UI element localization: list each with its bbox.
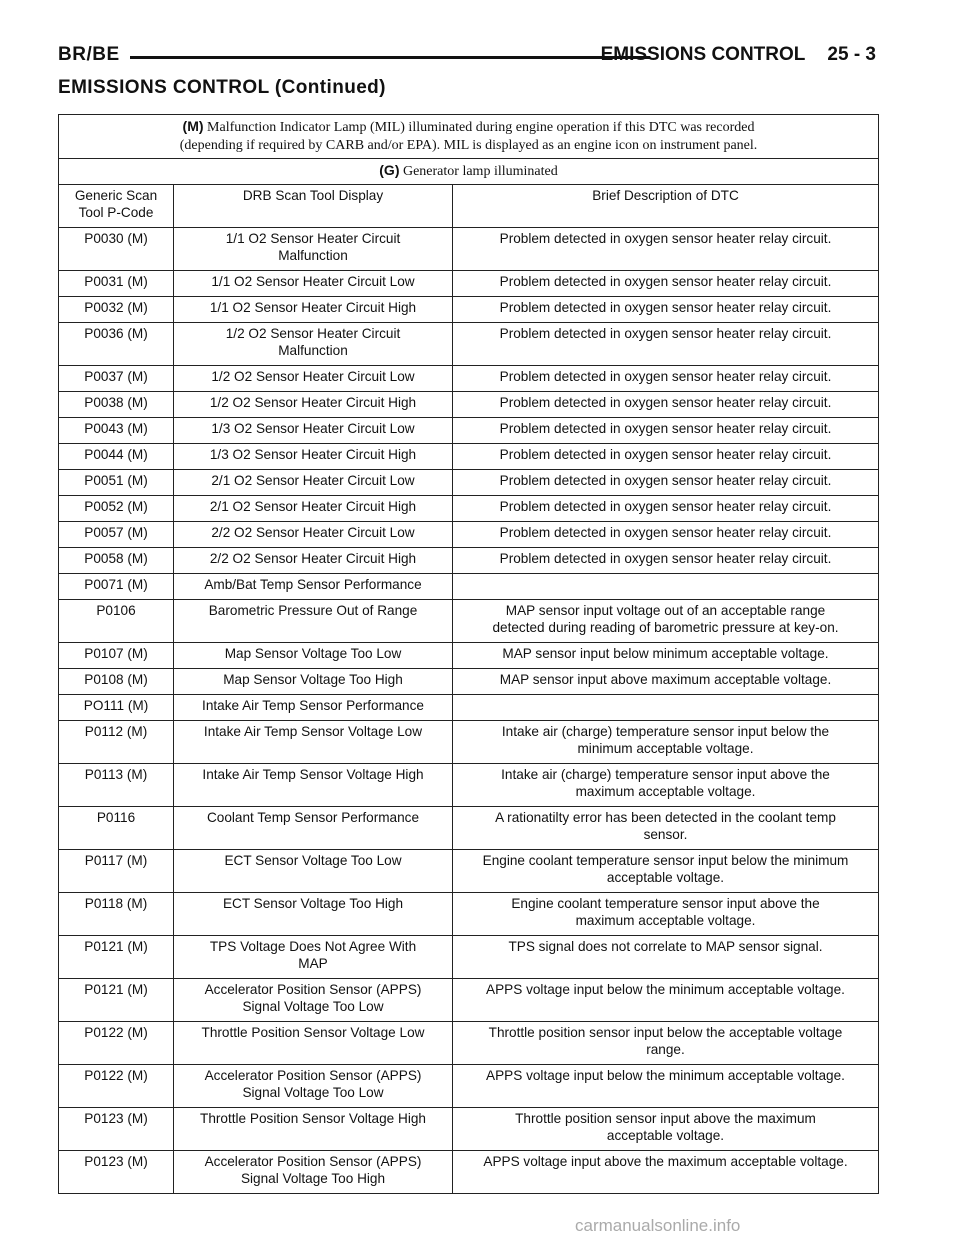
code-text: P0123 (M): [84, 1111, 148, 1126]
display-line-1: Intake Air Temp Sensor Performance: [202, 698, 424, 713]
model-code: BR/BE: [58, 44, 120, 65]
display-line-1: 1/1 O2 Sensor Heater Circuit Low: [211, 274, 415, 289]
cell-code: [59, 496, 174, 522]
cell-code: [59, 807, 174, 850]
code-text: P0118 (M): [84, 896, 148, 911]
cell-description: [453, 643, 879, 669]
cell-display: [174, 496, 453, 522]
table-row: [59, 695, 879, 721]
legend-m-text-2: (depending if required by CARB and/or EPA). MIL is displayed as an engine icon on instrument panel.: [179, 138, 758, 153]
cell-description: [453, 271, 879, 297]
cell-description: [453, 470, 879, 496]
description-line-1: Intake air (charge) temperature sensor input above the: [501, 767, 830, 782]
cell-code: [59, 1065, 174, 1108]
cell-code: [59, 600, 174, 643]
code-text: P0058 (M): [84, 551, 148, 566]
description-line-1: MAP sensor input above maximum acceptable voltage.: [499, 672, 832, 687]
display-line-1: 2/2 O2 Sensor Heater Circuit Low: [211, 525, 415, 540]
cell-display: [174, 850, 453, 893]
cell-code: [59, 323, 174, 366]
display-line-1: 2/1 O2 Sensor Heater Circuit High: [209, 499, 417, 514]
display-line-1: ECT Sensor Voltage Too High: [222, 896, 404, 911]
description-line-1: Problem detected in oxygen sensor heater relay circuit.: [499, 525, 832, 540]
table-row: [59, 936, 879, 979]
cell-description: [453, 323, 879, 366]
description-line-1: APPS voltage input below the minimum acceptable voltage.: [486, 1068, 845, 1083]
legend-m: [59, 115, 879, 159]
table-row: [59, 600, 879, 643]
description-line-1: MAP sensor input below minimum acceptable voltage.: [502, 646, 829, 661]
cell-display: [174, 643, 453, 669]
cell-display: [174, 271, 453, 297]
cell-description: [453, 807, 879, 850]
cell-display: [174, 323, 453, 366]
table-row: [59, 893, 879, 936]
cell-description: [453, 1108, 879, 1151]
cell-code: [59, 850, 174, 893]
description-line-2: detected during reading of barometric pressure at key-on.: [492, 620, 839, 635]
table-row: [59, 496, 879, 522]
code-text: P0113 (M): [84, 767, 148, 782]
table-row: [59, 1022, 879, 1065]
description-line-1: MAP sensor input voltage out of an acceptable range: [505, 603, 826, 618]
display-line-2: Malfunction: [278, 343, 348, 358]
code-text: P0052 (M): [84, 499, 148, 514]
cell-code: [59, 418, 174, 444]
table-row: [59, 1151, 879, 1194]
cell-display: [174, 548, 453, 574]
description-line-1: Throttle position sensor input above the maximum: [515, 1111, 816, 1126]
code-text: P0051 (M): [84, 473, 148, 488]
cell-display: [174, 893, 453, 936]
cell-description: [453, 764, 879, 807]
table-row: [59, 979, 879, 1022]
description-line-1: Engine coolant temperature sensor input above the: [511, 896, 820, 911]
table-row: [59, 470, 879, 496]
legend-m-text-1: Malfunction Indicator Lamp (MIL) illuminated during engine operation if this DTC was recorded: [207, 120, 755, 135]
cell-code: [59, 721, 174, 764]
cell-description: [453, 574, 879, 600]
display-line-1: Throttle Position Sensor Voltage High: [200, 1111, 426, 1126]
description-line-2: maximum acceptable voltage.: [575, 784, 756, 799]
column-header-description: Brief Description of DTC: [453, 185, 879, 228]
cell-display: [174, 392, 453, 418]
table-row: [59, 444, 879, 470]
display-line-1: 1/1 O2 Sensor Heater Circuit High: [209, 300, 417, 315]
table-row: [59, 522, 879, 548]
display-line-2: Malfunction: [278, 248, 348, 263]
code-text: P0031 (M): [84, 274, 148, 289]
code-text: P0032 (M): [84, 300, 148, 315]
description-line-1: Problem detected in oxygen sensor heater relay circuit.: [499, 300, 832, 315]
code-text: PO111 (M): [83, 698, 149, 713]
cell-display: [174, 600, 453, 643]
table-row: [59, 271, 879, 297]
dtc-table: [58, 114, 879, 1194]
table-row: [59, 1065, 879, 1108]
column-header-display: DRB Scan Tool Display: [174, 185, 453, 228]
display-line-2: Signal Voltage Too High: [240, 1171, 386, 1186]
description-line-1: TPS signal does not correlate to MAP sensor signal.: [508, 939, 823, 954]
code-text: P0123 (M): [84, 1154, 148, 1169]
description-line-1: Intake air (charge) temperature sensor input below the: [501, 724, 830, 739]
legend-g: [59, 159, 879, 185]
cell-description: [453, 850, 879, 893]
cell-description: [453, 1065, 879, 1108]
code-text: P0038 (M): [84, 395, 148, 410]
display-line-1: Map Sensor Voltage Too Low: [224, 646, 402, 661]
description-line-1: Throttle position sensor input below the acceptable voltage: [488, 1025, 843, 1040]
watermark: carmanualsonline.info: [575, 1216, 741, 1235]
cell-description: [453, 936, 879, 979]
display-line-1: 1/2 O2 Sensor Heater Circuit: [225, 326, 401, 341]
description-line-2: minimum acceptable voltage.: [577, 741, 754, 756]
column-header-code-2: Tool P-Code: [78, 205, 154, 220]
column-header-row: [59, 185, 879, 228]
display-line-1: 1/1 O2 Sensor Heater Circuit: [225, 231, 401, 246]
description-line-2: acceptable voltage.: [606, 1128, 725, 1143]
description-line-1: Problem detected in oxygen sensor heater relay circuit.: [499, 473, 832, 488]
cell-code: [59, 271, 174, 297]
table-row: [59, 764, 879, 807]
cell-description: [453, 1151, 879, 1194]
cell-description: [453, 695, 879, 721]
display-line-1: Throttle Position Sensor Voltage Low: [201, 1025, 425, 1040]
description-line-1: Problem detected in oxygen sensor heater relay circuit.: [499, 274, 832, 289]
cell-display: [174, 1151, 453, 1194]
legend-m-key: (M): [182, 118, 204, 134]
display-line-1: 1/3 O2 Sensor Heater Circuit Low: [211, 421, 415, 436]
code-text: P0108 (M): [84, 672, 148, 687]
cell-description: [453, 721, 879, 764]
display-line-1: Amb/Bat Temp Sensor Performance: [204, 577, 422, 592]
cell-code: [59, 764, 174, 807]
cell-description: [453, 418, 879, 444]
description-line-1: Problem detected in oxygen sensor heater relay circuit.: [499, 395, 832, 410]
cell-display: [174, 1065, 453, 1108]
code-text: P0121 (M): [84, 939, 148, 954]
display-line-1: 2/2 O2 Sensor Heater Circuit High: [209, 551, 417, 566]
cell-display: [174, 470, 453, 496]
legend-row-g: [59, 159, 879, 185]
cell-description: [453, 548, 879, 574]
code-text: P0037 (M): [84, 369, 148, 384]
display-line-1: 1/3 O2 Sensor Heater Circuit High: [209, 447, 417, 462]
code-text: P0122 (M): [84, 1068, 148, 1083]
display-line-1: ECT Sensor Voltage Too Low: [224, 853, 402, 868]
column-header-code: [59, 185, 174, 228]
cell-display: [174, 669, 453, 695]
description-line-2: maximum acceptable voltage.: [575, 913, 756, 928]
cell-code: [59, 936, 174, 979]
cell-code: [59, 669, 174, 695]
cell-display: [174, 418, 453, 444]
display-line-1: Accelerator Position Sensor (APPS): [204, 1068, 422, 1083]
code-text: P0107 (M): [84, 646, 148, 661]
cell-display: [174, 764, 453, 807]
cell-description: [453, 669, 879, 695]
cell-display: [174, 936, 453, 979]
display-line-1: Accelerator Position Sensor (APPS): [204, 982, 422, 997]
page-header: [58, 44, 876, 70]
cell-display: [174, 695, 453, 721]
table-row: [59, 807, 879, 850]
table-row: [59, 548, 879, 574]
table-row: [59, 669, 879, 695]
description-line-1: Engine coolant temperature sensor input below the minimum: [482, 853, 849, 868]
cell-description: [453, 297, 879, 323]
code-text: P0036 (M): [84, 326, 148, 341]
cell-description: [453, 366, 879, 392]
column-header-code-1: Generic Scan: [74, 188, 158, 203]
legend-g-text: Generator lamp illuminated: [402, 164, 558, 179]
cell-code: [59, 1151, 174, 1194]
table-row: [59, 297, 879, 323]
code-text: P0043 (M): [84, 421, 148, 436]
table-row: [59, 1108, 879, 1151]
display-line-1: Intake Air Temp Sensor Voltage Low: [203, 724, 423, 739]
cell-code: [59, 1022, 174, 1065]
cell-code: [59, 643, 174, 669]
display-line-2: MAP: [298, 956, 328, 971]
display-line-1: Barometric Pressure Out of Range: [208, 603, 418, 618]
section-title: EMISSIONS CONTROL (Continued): [58, 77, 386, 98]
description-line-1: Problem detected in oxygen sensor heater relay circuit.: [499, 499, 832, 514]
cell-code: [59, 444, 174, 470]
description-line-1: APPS voltage input below the minimum acceptable voltage.: [486, 982, 845, 997]
table-row: [59, 323, 879, 366]
cell-code: [59, 695, 174, 721]
cell-code: [59, 366, 174, 392]
cell-display: [174, 297, 453, 323]
table-row: [59, 392, 879, 418]
cell-code: [59, 1108, 174, 1151]
description-line-1: Problem detected in oxygen sensor heater relay circuit.: [499, 421, 832, 436]
table-row: [59, 228, 879, 271]
cell-code: [59, 297, 174, 323]
cell-description: [453, 1022, 879, 1065]
cell-code: [59, 893, 174, 936]
cell-code: [59, 470, 174, 496]
display-line-1: 1/2 O2 Sensor Heater Circuit High: [209, 395, 417, 410]
cell-description: [453, 392, 879, 418]
cell-code: [59, 979, 174, 1022]
table-row: [59, 850, 879, 893]
code-text: P0121 (M): [84, 982, 148, 997]
header-rule: [130, 56, 650, 59]
code-text: P0106: [96, 603, 136, 618]
cell-description: [453, 893, 879, 936]
description-line-1: Problem detected in oxygen sensor heater relay circuit.: [499, 326, 832, 341]
display-line-2: Signal Voltage Too Low: [242, 1085, 384, 1100]
cell-description: [453, 600, 879, 643]
cell-display: [174, 444, 453, 470]
display-line-2: Signal Voltage Too Low: [242, 999, 384, 1014]
cell-description: [453, 444, 879, 470]
cell-display: [174, 228, 453, 271]
code-text: P0071 (M): [84, 577, 148, 592]
cell-code: [59, 522, 174, 548]
description-line-1: Problem detected in oxygen sensor heater relay circuit.: [499, 369, 832, 384]
description-line-1: A rationatilty error has been detected in the coolant temp: [495, 810, 836, 825]
cell-display: [174, 979, 453, 1022]
display-line-1: 1/2 O2 Sensor Heater Circuit Low: [211, 369, 415, 384]
cell-description: [453, 228, 879, 271]
table-row: [59, 418, 879, 444]
cell-description: [453, 496, 879, 522]
table-row: [59, 643, 879, 669]
table-row: [59, 574, 879, 600]
cell-display: [174, 1108, 453, 1151]
code-text: P0057 (M): [84, 525, 148, 540]
code-text: P0116: [96, 810, 136, 825]
table-row: [59, 366, 879, 392]
display-line-1: Intake Air Temp Sensor Voltage High: [202, 767, 424, 782]
description-line-2: range.: [646, 1042, 685, 1057]
header-section: EMISSIONS CONTROL: [600, 44, 806, 65]
legend-row-m: [59, 115, 879, 159]
code-text: P0117 (M): [84, 853, 148, 868]
cell-display: [174, 366, 453, 392]
cell-display: [174, 721, 453, 764]
description-line-1: Problem detected in oxygen sensor heater relay circuit.: [499, 231, 832, 246]
code-text: P0044 (M): [84, 447, 148, 462]
cell-description: [453, 522, 879, 548]
legend-g-key: (G): [379, 162, 400, 178]
cell-display: [174, 807, 453, 850]
cell-code: [59, 548, 174, 574]
page-number: 25 - 3: [827, 44, 876, 65]
cell-code: [59, 574, 174, 600]
cell-code: [59, 392, 174, 418]
table-row: [59, 721, 879, 764]
description-line-1: Problem detected in oxygen sensor heater relay circuit.: [499, 447, 832, 462]
description-line-2: acceptable voltage.: [606, 870, 725, 885]
header-section-page: [601, 44, 876, 66]
cell-code: [59, 228, 174, 271]
cell-display: [174, 1022, 453, 1065]
display-line-1: TPS Voltage Does Not Agree With: [209, 939, 417, 954]
display-line-1: Accelerator Position Sensor (APPS): [204, 1154, 422, 1169]
display-line-1: Coolant Temp Sensor Performance: [206, 810, 420, 825]
display-line-1: 2/1 O2 Sensor Heater Circuit Low: [211, 473, 415, 488]
dtc-table-body: [59, 115, 879, 1194]
cell-display: [174, 574, 453, 600]
code-text: P0122 (M): [84, 1025, 148, 1040]
display-line-1: Map Sensor Voltage Too High: [223, 672, 403, 687]
description-line-1: Problem detected in oxygen sensor heater relay circuit.: [499, 551, 832, 566]
cell-display: [174, 522, 453, 548]
code-text: P0112 (M): [84, 724, 148, 739]
cell-description: [453, 979, 879, 1022]
code-text: P0030 (M): [84, 231, 148, 246]
description-line-2: sensor.: [643, 827, 688, 842]
description-line-1: APPS voltage input above the maximum acceptable voltage.: [483, 1154, 848, 1169]
